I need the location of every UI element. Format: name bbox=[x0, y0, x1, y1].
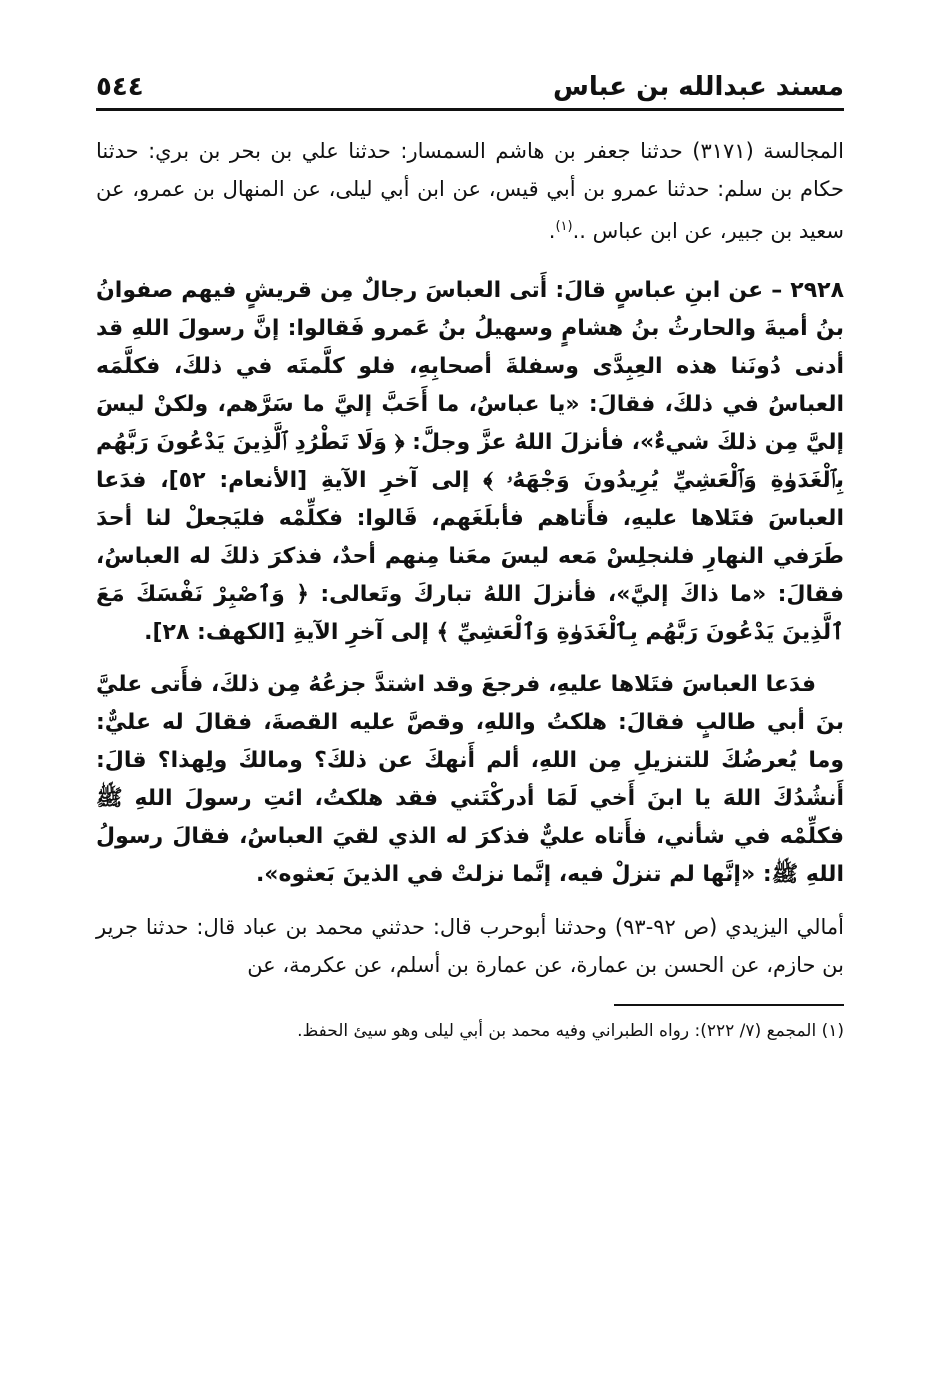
hadith-body bbox=[96, 272, 844, 894]
hadith-paragraph: فدَعا العباسَ فتَلاها عليهِ، فرجعَ وقد اشتدَّ جزعُهُ مِن ذلكَ، فأَتى عليَّ بنَ أبي طالبٍ فقالَ: هلكتُ واللهِ، وقصَّ عليه القصةَ، فقالَ له عليٌّ: وما يُعرضُكَ للتنزيلِ مِن اللهِ، ألم أَنهكَ عن ذلكَ؟ ومالكَ ولِهذا؟ قالَ: أَنشُدُكَ اللهَ يا ابنَ أَخي لَمَا أدركْتَني فقد هلكتُ، ائتِ رسولَ اللهِ ﷺ فكلِّمْه في شأني، فأَتاه عليٌّ فذكرَ له الذي لقيَ العباسُ، فقالَ رسولُ اللهِ ﷺ: «إنَّها لم تنزلْ فيه، إنَّما نزلتْ في الذينَ بَعثوه». bbox=[96, 672, 844, 887]
footnote-divider bbox=[614, 1004, 844, 1006]
hadith-paragraph: ٢٩٢٨ – عن ابنِ عباسٍ قالَ: أَتى العباسَ رجالٌ مِن قريشٍ فيهم صفوانُ بنُ أميةَ والحارثُ بنُ هشامٍ وسهيلُ بنُ عَمرو فَقالوا: إنَّ رسولَ اللهِ قد أدنى دُونَنا هذه العِبِدَّى وسفلةَ أصحابِهِ، فلو كلَّمتَه في ذلكَ، فكلَّمَه العباسُ في ذلكَ، فقالَ: «يا عباسُ، ما أَحَبَّ إليَّ ما سَرَّهم، ولكنْ ليسَ إليَّ مِن ذلكَ شيءٌ»، فأنزلَ اللهُ عزَّ وجلَّ: ﴿ وَلَا تَطْرُدِ ٱلَّذِينَ يَدْعُونَ رَبَّهُم بِٱلْغَدَوٰةِ وَٱلْعَشِيِّ يُرِيدُونَ وَجْهَهُۥ ﴾ إلى آخرِ الآيةِ [الأنعام: ٥٢]، فدَعا العباسَ فتَلاها عليهِ، فأَتاهم فأبلَغَهم، قَالوا: فكلِّمْه فليَجعلْ لنا أحدَ طَرَفي النهارِ فلنجلِسْ مَعه ليسَ معَنا مِنهم أحدٌ، فذكرَ ذلكَ له العباسُ، فقالَ: «ما ذاكَ إليَّ»، فأنزلَ اللهُ تباركَ وتَعالى: ﴿ وَٱصْبِرْ نَفْسَكَ مَعَ ٱلَّذِينَ يَدْعُونَ رَبَّهُم بِٱلْغَدَوٰةِ وَٱلْعَشِيِّ ﴾ إلى آخرِ الآيةِ [الكهف: ٢٨]. bbox=[96, 278, 844, 645]
header-divider bbox=[96, 108, 844, 111]
page-header bbox=[96, 60, 844, 104]
source-citation-text: المجالسة (٣١٧١) حدثنا جعفر بن هاشم السمسار: حدثنا علي بن بحر بن بري: حدثنا حكام بن سلم: حدثنا عمرو بن أبي قيس، عن ابن أبي ليلى، عن المنهال بن عمرو، عن سعيد بن جبير، عن ابن عباس .. bbox=[96, 139, 844, 243]
source-citation: المجالسة (٣١٧١) حدثنا جعفر بن هاشم السمسار: حدثنا علي بن بحر بن بري: حدثنا حكام بن سلم: حدثنا عمرو بن أبي قيس، عن ابن أبي ليلى، عن المنهال بن عمرو، عن سعيد بن جبير، عن ابن عباس ..$^{(١)}$. bbox=[96, 139, 844, 243]
running-title: مسند عبدالله بن عباس bbox=[553, 72, 844, 102]
book-page bbox=[96, 60, 844, 1320]
page-number: ٥٤٤ bbox=[96, 72, 144, 102]
footnote: (١) المجمع (٧/ ٢٢٢): رواه الطبراني وفيه محمد بن أبي ليلى وهو سيئ الحفظ. bbox=[297, 1021, 844, 1041]
source-citation: أمالي اليزيدي (ص ٩٢-٩٣) وحدثنا أبوحرب قال: حدثني محمد بن عباد قال: حدثنا جرير بن حازم، عن الحسن بن عمارة، عن عمارة بن أسلم، عن عكرمة، عن bbox=[96, 915, 844, 977]
footnote-marker: (١) bbox=[555, 219, 573, 234]
